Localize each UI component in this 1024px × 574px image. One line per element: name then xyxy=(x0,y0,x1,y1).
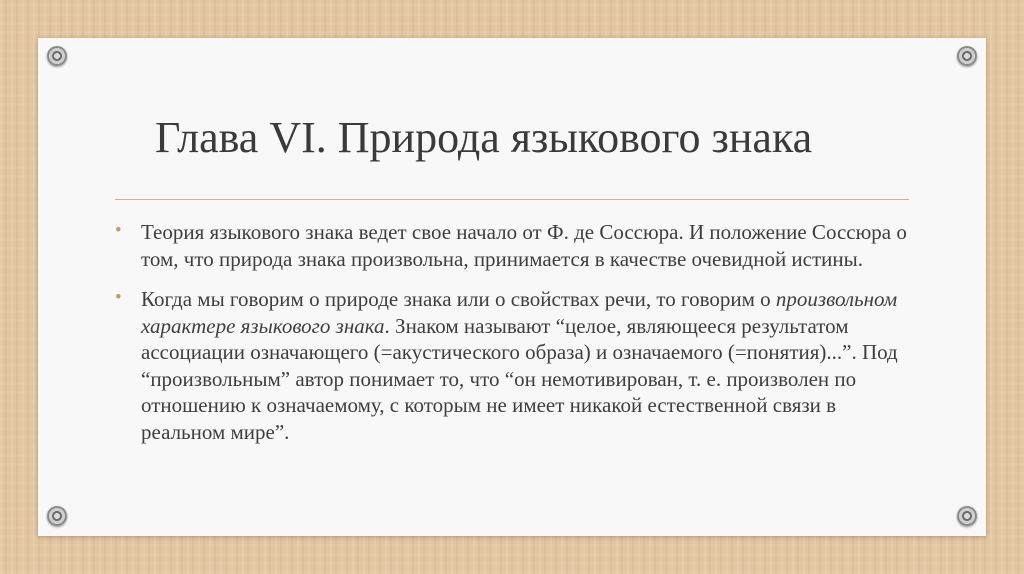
slide-title: Глава VI. Природа языкового знака xyxy=(155,113,813,162)
pushpin-icon xyxy=(47,506,67,526)
list-item xyxy=(115,286,925,445)
bullet-list xyxy=(115,219,925,459)
list-item xyxy=(115,219,925,272)
pushpin-icon xyxy=(47,46,67,66)
bullet-text-italic: произвольном характере языкового знака xyxy=(141,287,898,338)
pushpin-icon xyxy=(957,506,977,526)
pushpin-icon xyxy=(957,46,977,66)
slide-card xyxy=(38,38,986,536)
bullet-text-start: Когда мы говорим о природе знака или о свойствах речи, то говорим о xyxy=(141,287,776,311)
bullet-text: Теория языкового знака ведет свое начало от Ф. де Соссюра. И положение Соссюра о том, что природа знака произвольна, принимается в качестве очевидной истины. xyxy=(141,220,907,271)
bullet-icon: • xyxy=(115,287,122,308)
bullet-text-end: . Знаком называют “целое, являющееся результатом ассоциации означающего (=акустического образа) и означаемого (=понятия)...”. Под “произвольным” автор понимает то, что “он немотивирован, т. е. произволен по отношению к означаемому, с которым не имеет никакой естественной связи в реальном мире”. xyxy=(141,313,898,444)
title-divider xyxy=(115,199,909,200)
bullet-icon: • xyxy=(115,220,122,241)
